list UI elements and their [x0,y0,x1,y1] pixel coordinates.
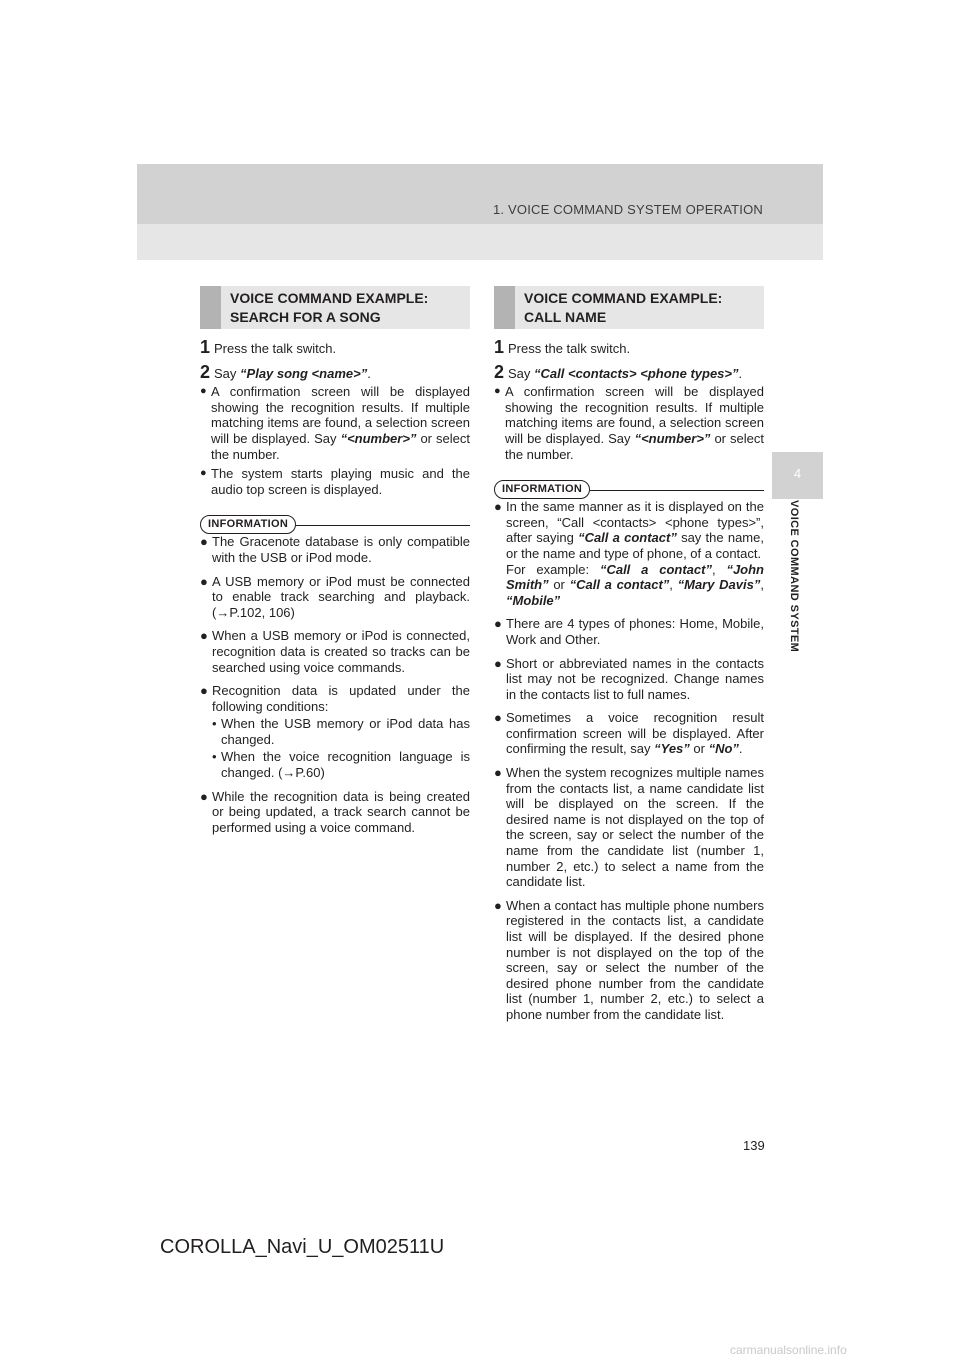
info-text-block [212,683,470,781]
dot-icon: ● [200,573,208,589]
dot-icon: ● [494,897,502,913]
dot-icon: ● [200,534,208,550]
info-item [200,574,470,621]
info-text: When the system recognizes multiple names from the contacts list, a name candidate list will be displayed on the screen. If the desired name is not displayed on the top of the screen, say or select the number of the name from the candidate list (number 1, number 2, etc.) to select a name from the candidate list. [506,765,764,890]
voice-command: “Call a contact” [578,530,677,546]
step-number: 1 [494,337,505,357]
page-number: 139 [743,1138,765,1153]
dot-icon: ● [200,683,208,699]
info-item [200,534,470,565]
step-suffix: . [738,365,743,381]
right-heading-line2: CALL NAME [524,309,607,325]
bullet-item [200,466,470,497]
document-code: COROLLA_Navi_U_OM02511U [160,1236,445,1258]
info-text: When a USB memory or iPod is connected, recognition data is created so tracks can be searched using voice commands. [212,628,470,675]
info-text: Recognition data is updated under the following conditions: [212,683,470,714]
dot-icon: ● [494,655,502,671]
voice-command: “Play song <name>” [240,365,368,381]
bullet-text-part: or select the number. [505,430,764,462]
info-text: The Gracenote database is only compatible with the USB or iPod mode. [212,534,470,565]
info-text-part: say the name, or the name and type of phone, of a contact. [506,530,764,561]
bullet-text-part: or select the number. [211,430,470,462]
bullet-icon: ● [200,467,207,480]
bullet-text [211,384,470,462]
section-title: 1. VOICE COMMAND SYSTEM OPERATION [492,202,763,217]
info-text-part: . [738,741,743,757]
voice-command: “Yes” [654,741,690,757]
step-1 [494,337,764,357]
information-rule [296,525,470,526]
info-text: Short or abbreviated names in the contacts list may not be recognized. Change names in the contacts list to full names. [506,655,764,702]
info-text: A USB memory or iPod must be connected to enable track searching and playback. (→P.102, 106) [212,573,470,620]
header-top-strip [137,164,823,224]
info-item [494,710,764,757]
voice-command: “Call a contact” [599,561,712,577]
chapter-label: VOICE COMMAND SYSTEM [788,500,800,653]
step-text: Press the talk switch. [214,341,337,356]
left-heading-text [230,289,428,327]
watermark[interactable]: carmanualsonline.info [730,1343,847,1357]
step-number: 1 [200,337,211,357]
voice-command: “No” [708,741,739,757]
info-text: When a contact has multiple phone numbers registered in the contacts list, a candidate list will be displayed. If the desired phone number is not displayed on the top of the screen, say or select the number of the desired phone number from the candidate list (number 1, number 2, etc.) to select a phone number from the candidate list. [506,897,764,1022]
sub-text: When the voice recognition language is changed. (→P.60) [221,749,470,781]
chapter-tab [772,452,823,499]
info-text-part: , [760,577,764,593]
information-label: INFORMATION [494,480,590,499]
dot-icon: ● [200,628,208,644]
step-2 [200,361,470,382]
info-text-part: , [711,561,727,577]
info-item [494,616,764,647]
info-item [200,683,470,781]
info-text-part: Sometimes a voice recognition result confirmation screen will be displayed. After confirming the result, say [506,710,764,757]
info-text-part: In the same manner as it is displayed on the screen, “Call <contacts> <phone types>”, after saying [506,499,764,546]
chapter-number: 4 [793,466,802,481]
left-heading-line2: SEARCH FOR A SONG [230,309,381,325]
info-item [200,628,470,675]
sub-item [212,716,470,747]
bullet-icon: ● [494,385,501,398]
information-rule [590,490,764,491]
bullet-text-part: A confirmation screen will be displayed showing the recognition results. If multiple matching items are found, a selection screen will be displayed. Say [211,384,470,446]
info-text: While the recognition data is being created or being updated, a track search cannot be performed using a voice command. [212,788,470,835]
dot-icon: ● [494,765,502,781]
sub-bullet-icon: • [212,716,217,732]
information-box [200,515,470,531]
dot-icon: ● [494,616,502,632]
info-item [494,499,764,608]
info-text-part: or [548,577,570,593]
bullet-text: The system starts playing music and the audio top screen is displayed. [211,466,470,497]
step-text: Press the talk switch. [508,341,631,356]
header-band [137,164,823,260]
info-text-part: For example: [506,561,600,577]
bullet-text-part: A confirmation screen will be displayed showing the recognition results. If multiple matching items are found, a selection screen will be displayed. Say [505,384,764,446]
left-heading [200,286,470,329]
information-box [494,480,764,496]
heading-bar [200,286,221,329]
voice-command: “<number>” [340,430,417,446]
voice-command: “Mary Davis” [677,577,761,593]
info-text: There are 4 types of phones: Home, Mobile, Work and Other. [506,616,764,647]
left-column [200,337,470,835]
say-prefix: Say [214,365,241,381]
bullet-item [494,384,764,462]
dot-icon: ● [494,710,502,726]
sub-item [212,749,470,780]
voice-command: “Mobile” [506,592,561,608]
voice-command: “Call <contacts> <phone types>” [534,365,739,381]
dot-icon: ● [494,499,502,515]
info-text-part: or [689,741,709,757]
left-heading-line1: VOICE COMMAND EXAMPLE: [230,290,429,306]
info-item [494,898,764,1023]
right-heading-text [524,289,722,327]
voice-command: “<number>” [634,430,711,446]
step-number: 2 [200,361,211,382]
info-text [506,499,764,608]
dot-icon: ● [200,788,208,804]
sub-text: When the USB memory or iPod data has changed. [221,716,470,747]
step-number: 2 [494,361,505,382]
voice-command: “John Smith” [506,561,764,593]
heading-bar [494,286,515,329]
bullet-icon: ● [200,385,207,398]
info-item [494,765,764,890]
step-1 [200,337,470,357]
step-2 [494,361,764,382]
bullet-text [505,384,764,462]
bullet-item [200,384,470,462]
step-suffix: . [367,365,371,381]
say-prefix: Say [508,365,535,381]
info-text-part: , [669,577,678,593]
voice-command: “Call a contact” [569,577,670,593]
info-item [494,656,764,703]
info-text [506,710,764,757]
right-column [494,337,764,1023]
step-text [214,366,371,381]
sub-bullet-icon: • [212,749,217,765]
step-text [508,366,742,381]
information-label: INFORMATION [200,515,296,534]
right-heading [494,286,764,329]
right-heading-line1: VOICE COMMAND EXAMPLE: [524,290,723,306]
info-item [200,789,470,836]
